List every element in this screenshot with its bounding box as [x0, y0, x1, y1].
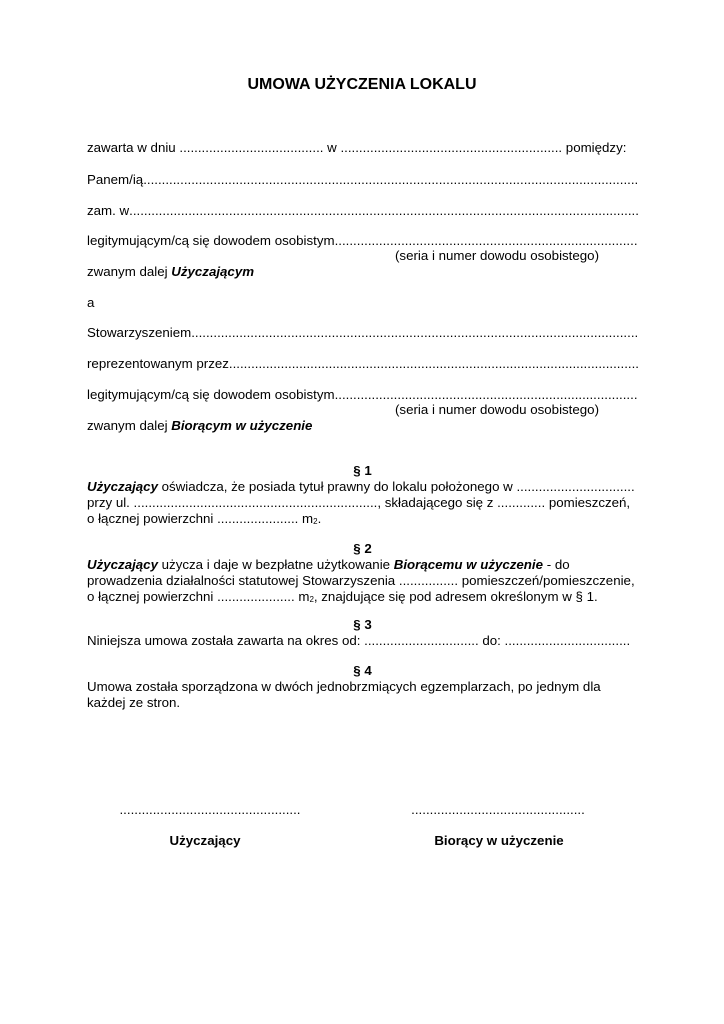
- concluded-on-text: zawarta w dniu ....................................... w ............................................................ pomiędzy:: [87, 140, 627, 155]
- section-1-text-3b: .: [317, 511, 322, 526]
- section-1-line-3: [87, 511, 321, 529]
- section-2-borrower: Biorącemu w użyczenie: [393, 557, 544, 572]
- section-1-text-3a: o łącznej powierzchni ...................... m: [87, 511, 314, 526]
- section-2-line-3: [87, 589, 598, 607]
- party1-name-line: [87, 172, 638, 188]
- and-text: a: [87, 295, 95, 310]
- left-signature-line: .................................................: [119, 802, 301, 817]
- party2-rep-line: [87, 356, 638, 372]
- party2-name-label: Stowarzyszeniem: [87, 325, 192, 340]
- section-2-lead: Użyczający: [87, 557, 158, 572]
- right-signature-line: ...............................................: [411, 802, 585, 817]
- section-4-heading: § 4: [353, 663, 372, 678]
- party2-id-label: legitymującym/cą się dowodem osobistym: [87, 387, 335, 402]
- party2-role: Biorącym w użyczenie: [171, 418, 313, 433]
- section-2-text-3a: o łącznej powierzchni ..................... m: [87, 589, 310, 604]
- section-1-unit-sub: 2: [313, 517, 318, 526]
- section-2-line-2: prowadzenia działalności statutowej Stowarzyszenia ................ pomieszczeń/pomieszczenie,: [87, 573, 635, 588]
- party1-id-label: legitymującym/cą się dowodem osobistym: [87, 233, 335, 248]
- section-2-text-3b: , znajdujące się pod adresem określonym w § 1.: [313, 589, 598, 604]
- section-3-heading: § 3: [353, 617, 372, 632]
- right-signature-label: Biorący w użyczenie: [434, 833, 564, 848]
- party1-name-blank: [143, 172, 638, 188]
- party2-rep-label: reprezentowanym przez: [87, 356, 229, 371]
- section-4-line-2: każdej ze stron.: [87, 695, 181, 710]
- id-hint-2: (seria i numer dowodu osobistego): [395, 402, 599, 417]
- section-2-text-1c: - do: [543, 557, 570, 572]
- section-2-heading: § 2: [353, 541, 372, 556]
- document-title: UMOWA UŻYCZENIA LOKALU: [247, 76, 477, 93]
- party2-id-line: [87, 387, 638, 403]
- party1-address-label: zam. w: [87, 203, 130, 218]
- id-hint-1: (seria i numer dowodu osobistego): [395, 248, 599, 263]
- party2-called-line: [87, 418, 312, 434]
- section-1-lead: Użyczający: [87, 479, 158, 494]
- left-signature-label: Użyczający: [169, 833, 241, 848]
- party2-name-blank: [191, 325, 638, 341]
- party1-address-blank: [129, 203, 638, 219]
- section-3-line-1: Niniejsza umowa została zawarta na okres od: ............................... do: ..................................: [87, 633, 631, 648]
- party2-id-blank: [335, 387, 638, 403]
- section-2-text-1a: użycza i daje w bezpłatne użytkowanie: [157, 557, 394, 572]
- concluded-on-line: [87, 140, 638, 156]
- section-2-line-1: [87, 557, 570, 573]
- section-1-heading: § 1: [353, 463, 372, 478]
- party1-role: Użyczającym: [171, 264, 255, 279]
- section-2-unit-sub: 2: [309, 595, 314, 604]
- party2-name-line: [87, 325, 638, 341]
- section-1-line-2: przy ul. .................................................................., składającego się z ............. pomieszczeń,: [87, 495, 631, 510]
- party1-name-label: Panem/ią: [87, 172, 144, 187]
- called-prefix-1: zwanym dalej: [87, 264, 172, 279]
- section-1-line-1: [87, 479, 635, 495]
- called-prefix-2: zwanym dalej: [87, 418, 172, 433]
- section-1-text-1: oświadcza, że posiada tytuł prawny do lokalu położonego w ................................: [157, 479, 635, 494]
- party1-id-line: [87, 233, 638, 249]
- party1-address-line: [87, 203, 638, 219]
- party1-id-blank: [335, 233, 638, 249]
- section-4-line-1: Umowa została sporządzona w dwóch jednobrzmiących egzemplarzach, po jednym dla: [87, 679, 601, 694]
- party1-called-line: [87, 264, 254, 280]
- party2-rep-blank: [229, 356, 638, 372]
